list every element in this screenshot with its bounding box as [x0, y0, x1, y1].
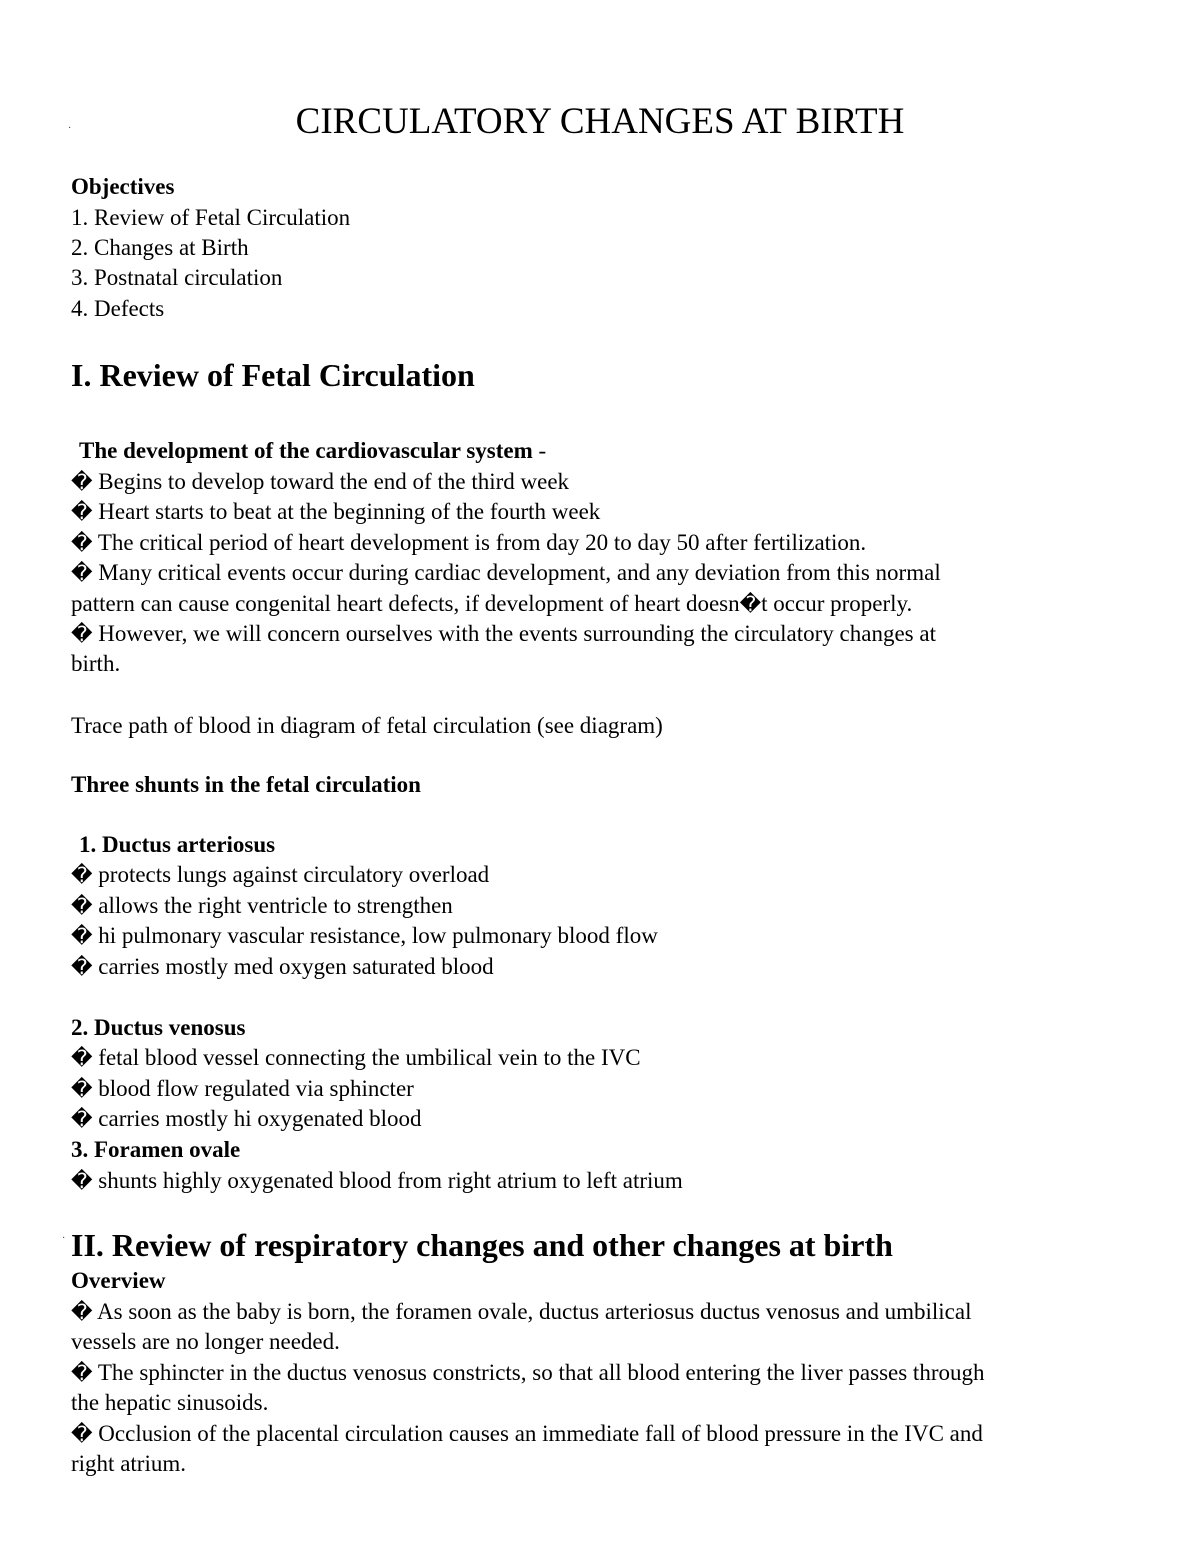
bullet-line — [71, 1358, 984, 1388]
bullet-icon: � — [71, 955, 93, 979]
bullet-icon: � — [71, 863, 93, 887]
objective-item: 2. Changes at Birth — [71, 235, 249, 260]
line-text: t occur properly. — [761, 591, 913, 616]
bullet-line — [71, 1104, 422, 1134]
section-heading-respiratory-changes: II. Review of respiratory changes and other changes at birth — [71, 1227, 893, 1263]
objective-item: 1. Review of Fetal Circulation — [71, 205, 351, 230]
foramen-ovale-heading: 3. Foramen ovale — [71, 1137, 241, 1162]
bullet-text: carries mostly med oxygen saturated blood — [92, 954, 494, 979]
trace-instruction: Trace path of blood in diagram of fetal circulation (see diagram) — [71, 713, 663, 738]
bullet-text: hi pulmonary vascular resistance, low pulmonary blood flow — [92, 923, 658, 948]
subheading-development — [79, 436, 546, 466]
line-text: pattern can cause congenital heart defects, if development of heart doesn — [71, 591, 740, 616]
bullet-line — [71, 1074, 414, 1104]
continuation-line: the hepatic sinusoids. — [71, 1390, 269, 1415]
bullet-icon: � — [71, 470, 93, 494]
objectives-heading: Objectives — [71, 174, 175, 199]
bullet-icon: � — [71, 1169, 93, 1193]
bullet-line — [71, 1166, 683, 1196]
bullet-line — [71, 467, 569, 497]
overview-heading: Overview — [71, 1268, 166, 1293]
bullet-line — [71, 1297, 972, 1327]
bullet-text: carries mostly hi oxygenated blood — [92, 1106, 422, 1131]
bullet-text: Occlusion of the placental circulation causes an immediate fall of blood pressure in the IVC and — [92, 1421, 983, 1446]
bullet-line — [71, 860, 489, 890]
bullet-text: protects lungs against circulatory overload — [92, 862, 490, 887]
continuation-line: birth. — [71, 651, 121, 676]
bullet-icon: � — [71, 531, 93, 555]
stray-mark: · — [62, 1233, 66, 1244]
bullet-text: Begins to develop toward the end of the third week — [92, 469, 570, 494]
bullet-text: As soon as the baby is born, the foramen ovale, ductus arteriosus ductus venosus and umbilical — [92, 1299, 972, 1324]
bullet-icon: � — [71, 894, 93, 918]
bullet-icon: � — [739, 592, 762, 616]
stray-mark: · — [68, 123, 72, 134]
bullet-line — [71, 1043, 641, 1073]
bullet-icon: � — [71, 1361, 93, 1385]
page-title: CIRCULATORY CHANGES AT BIRTH — [295, 101, 905, 142]
bullet-line — [71, 528, 866, 558]
bullet-text: shunts highly oxygenated blood from right atrium to left atrium — [92, 1168, 683, 1193]
bullet-line — [71, 619, 936, 649]
bullet-icon: � — [71, 1107, 93, 1131]
bullet-icon: � — [71, 924, 93, 948]
section-heading-fetal-circulation: I. Review of Fetal Circulation — [71, 357, 475, 393]
bullet-line — [71, 952, 494, 982]
bullet-line — [71, 558, 941, 588]
bullet-line — [71, 1419, 983, 1449]
bullet-icon: � — [71, 622, 93, 646]
subheading-text: The development of the cardiovascular system — [79, 438, 533, 463]
objective-item: 3. Postnatal circulation — [71, 265, 283, 290]
bullet-text: fetal blood vessel connecting the umbilical vein to the IVC — [92, 1045, 641, 1070]
ductus-arteriosus-heading: 1. Ductus arteriosus — [79, 832, 276, 857]
bullet-text: However, we will concern ourselves with the events surrounding the circulatory changes at — [92, 621, 936, 646]
subheading-suffix: - — [532, 438, 547, 463]
continuation-line: vessels are no longer needed. — [71, 1329, 340, 1354]
bullet-text: The sphincter in the ductus venosus constricts, so that all blood entering the liver passes through — [92, 1360, 985, 1385]
bullet-text: allows the right ventricle to strengthen — [92, 893, 453, 918]
shunts-heading: Three shunts in the fetal circulation — [71, 772, 421, 797]
bullet-line — [71, 921, 658, 951]
continuation-line: right atrium. — [71, 1451, 186, 1476]
bullet-text: The critical period of heart development is from day 20 to day 50 after fertilization. — [92, 530, 867, 555]
bullet-line — [71, 497, 600, 527]
bullet-line — [71, 891, 453, 921]
bullet-icon: � — [71, 500, 93, 524]
bullet-icon: � — [71, 1077, 93, 1101]
continuation-line — [71, 589, 912, 619]
bullet-icon: � — [71, 1422, 93, 1446]
bullet-text: Many critical events occur during cardiac development, and any deviation from this normal — [92, 560, 941, 585]
bullet-text: blood flow regulated via sphincter — [92, 1076, 414, 1101]
bullet-icon: � — [71, 1046, 93, 1070]
bullet-icon: � — [71, 1300, 93, 1324]
objective-item: 4. Defects — [71, 296, 165, 321]
ductus-venosus-heading: 2. Ductus venosus — [71, 1015, 246, 1040]
bullet-text: Heart starts to beat at the beginning of the fourth week — [92, 499, 601, 524]
bullet-icon: � — [71, 561, 93, 585]
